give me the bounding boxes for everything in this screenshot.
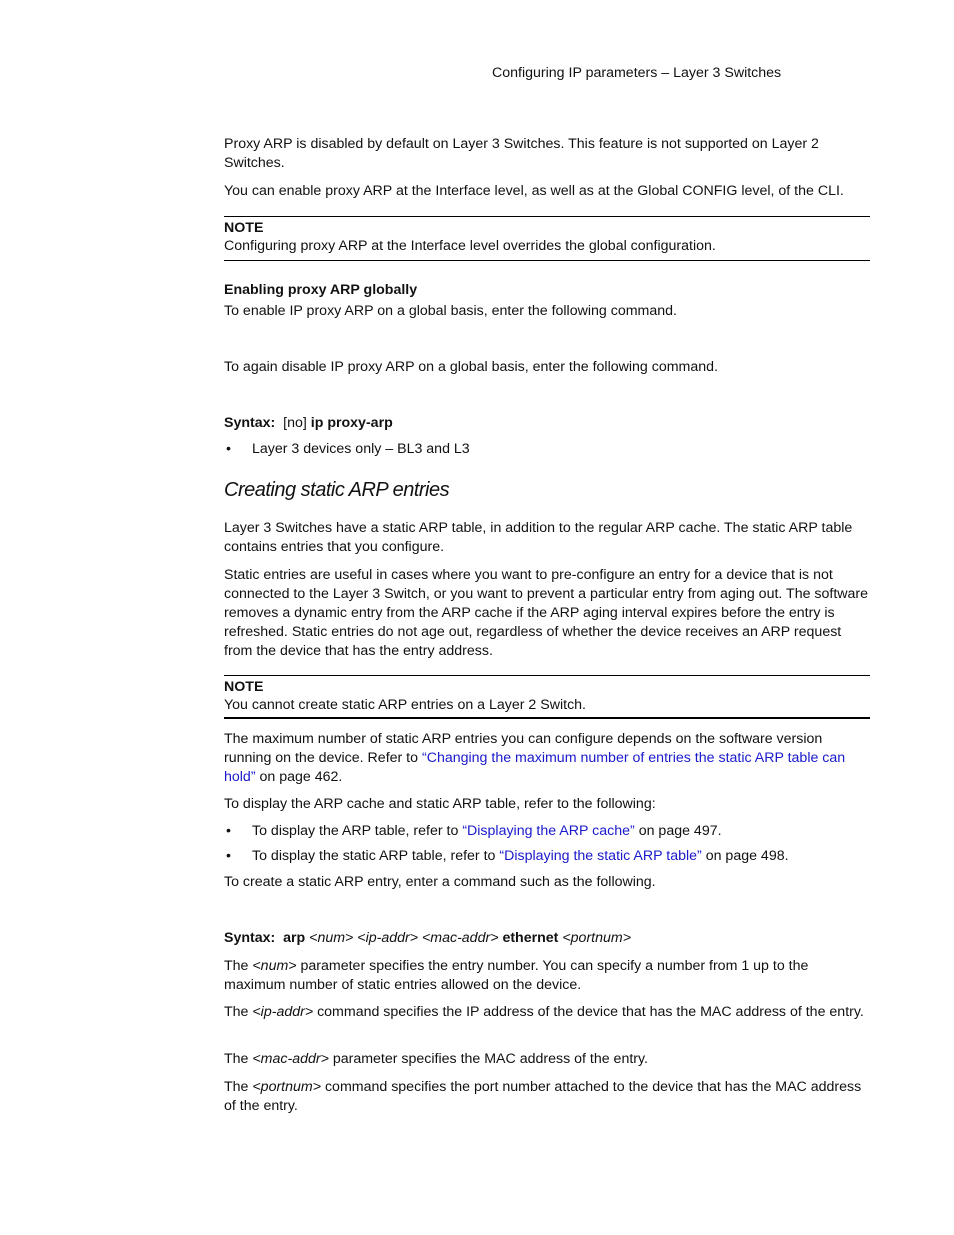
- text-span: The: [224, 958, 253, 974]
- note-label: NOTE: [224, 679, 264, 695]
- note-top-rule: [224, 216, 870, 217]
- intro-paragraph-1: Proxy ARP is disabled by default on Layer 3 Switches. This feature is not supported on Layer 2 Switches.: [224, 136, 819, 171]
- param-arg: <portnum>: [252, 1079, 322, 1095]
- text-span: on page 498.: [701, 848, 789, 864]
- syntax-line: [224, 414, 870, 433]
- enable-paragraph: To enable IP proxy ARP on a global basis, enter the following command.: [224, 303, 677, 319]
- note-text: Configuring proxy ARP at the Interface level overrides the global configuration.: [224, 238, 716, 254]
- xref-link[interactable]: “Displaying the ARP cache”: [462, 823, 635, 839]
- text-span: parameter specifies the MAC address of the entry.: [328, 1051, 648, 1067]
- param-description: [224, 1078, 870, 1116]
- note-text: You cannot create static ARP entries on a Layer 2 Switch.: [224, 697, 586, 713]
- syntax-label: Syntax:: [224, 415, 276, 431]
- note-top-rule: [224, 675, 870, 676]
- max-entries-paragraph: [224, 730, 870, 787]
- running-header: Configuring IP parameters – Layer 3 Switches: [492, 65, 782, 81]
- syntax-arg: <mac-addr>: [421, 930, 499, 946]
- bullet-item: [252, 823, 722, 839]
- note-label: NOTE: [224, 220, 264, 236]
- syntax-optional: [no]: [283, 415, 307, 431]
- text-span: To display the ARP table, refer to: [252, 823, 463, 839]
- param-arg: <num>: [252, 958, 297, 974]
- static-paragraph-1: Layer 3 Switches have a static ARP table, in addition to the regular ARP cache. The static ARP table contains entries that you configure.: [224, 520, 853, 555]
- section-title: Creating static ARP entries: [224, 479, 450, 501]
- xref-link[interactable]: “Changing the maximum number of entries the static ARP table can hold”: [224, 750, 846, 785]
- text-span: command specifies the IP address of the device that has the MAC address of the entry.: [313, 1004, 864, 1020]
- create-entry-paragraph: To create a static ARP entry, enter a command such as the following.: [224, 874, 656, 890]
- text-span: command specifies the port number attached to the device that has the MAC address of the entry.: [224, 1079, 862, 1114]
- text-span: on page 462.: [255, 769, 343, 785]
- syntax-line: [224, 929, 870, 948]
- display-intro-paragraph: To display the ARP cache and static ARP table, refer to the following:: [224, 796, 656, 812]
- syntax-arg: <num>: [309, 930, 354, 946]
- param-arg: <ip-addr>: [252, 1004, 314, 1020]
- syntax-label: Syntax:: [224, 930, 276, 946]
- disable-paragraph: To again disable IP proxy ARP on a global basis, enter the following command.: [224, 359, 718, 375]
- text-span: on page 497.: [634, 823, 722, 839]
- text-span: parameter specifies the entry number. You can specify a number from 1 up to the maximum number of static entries allowed on the device.: [224, 958, 809, 993]
- syntax-keyword: ethernet: [502, 930, 559, 946]
- param-description: [224, 957, 870, 995]
- param-description: [224, 1050, 870, 1069]
- bullet-item: [252, 848, 789, 864]
- note-bottom-rule: [224, 717, 870, 719]
- syntax-arg: <portnum>: [562, 930, 631, 946]
- param-description: [224, 1003, 870, 1022]
- bullet-icon: •: [226, 848, 231, 864]
- param-arg: <mac-addr>: [252, 1051, 329, 1067]
- bullet-icon: •: [226, 441, 231, 457]
- bullet-icon: •: [226, 823, 231, 839]
- note-bottom-rule: [224, 260, 870, 261]
- intro-paragraph-2: You can enable proxy ARP at the Interface level, as well as at the Global CONFIG level, of the CLI.: [224, 183, 844, 199]
- text-span: To display the static ARP table, refer to: [252, 848, 500, 864]
- syntax-arg: <ip-addr>: [357, 930, 419, 946]
- text-span: The: [224, 1051, 253, 1067]
- static-paragraph-2: Static entries are useful in cases where you want to pre-configure an entry for a device that is not connected to the Layer 3 Switch, or you want to prevent a particular entry from aging out. The software removes a dynamic entry from the ARP cache if the ARP aging interval expires before the entry is refreshed. Static entries do not age out, regardless of whether the device receives an ARP request from the device that has the entry address.: [224, 567, 869, 659]
- syntax-command: ip proxy-arp: [310, 415, 393, 431]
- text-span: The: [224, 1079, 253, 1095]
- text-span: The maximum number of static ARP entries you can configure depends on the software version running on the device. Refer to: [224, 731, 823, 766]
- bullet-item: Layer 3 devices only – BL3 and L3: [252, 441, 470, 457]
- text-span: The: [224, 1004, 253, 1020]
- syntax-command: arp: [283, 930, 306, 946]
- section-heading: Enabling proxy ARP globally: [224, 282, 418, 298]
- xref-link[interactable]: “Displaying the static ARP table”: [499, 848, 702, 864]
